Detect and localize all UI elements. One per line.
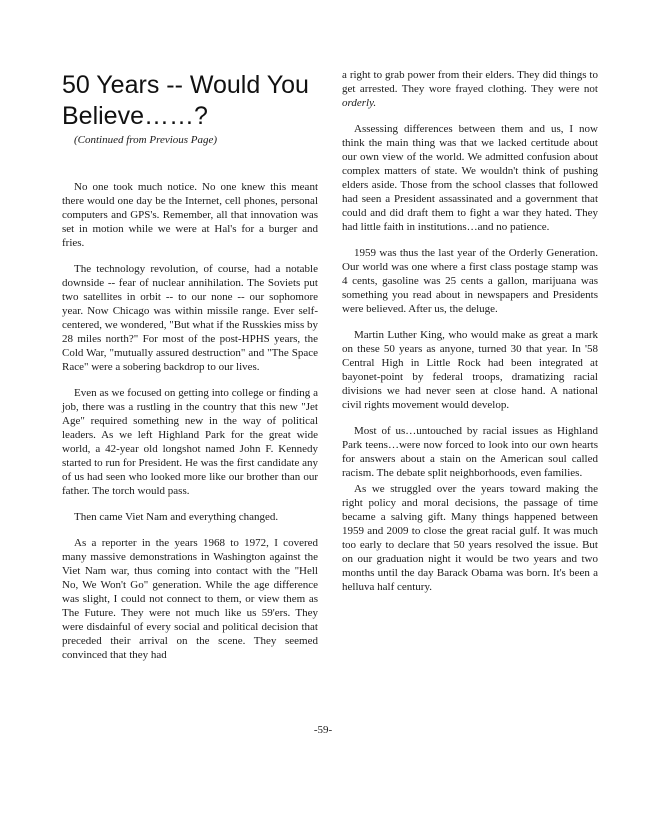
continued-paragraph	[342, 68, 598, 110]
article-title: 50 Years -- Would You Believe……?	[62, 71, 309, 130]
right-column	[342, 68, 598, 606]
page-number: -59-	[313, 724, 333, 736]
paragraph: Even as we focused on getting into college or finding a job, there was a rustling in the country that this new "Jet Age" required something new in the way of political leaders. As we left Highland Park for the great wide world, a 42-year old longshot named John F. Kennedy started to run for President. He was the first candidate any of us had seen who looked more like our brother than our father. The torch would pass.	[62, 387, 318, 497]
paragraph: As a reporter in the years 1968 to 1972, I covered many massive demonstrations in Washington against the Viet Nam war, thus coming into contact with the "Hell No, We Won't Go" generation. While the age difference was slight, I could not connect to them, or view them as The Future. They were not much like us 59'ers. They were disdainful of every social and political decision that preceded their arrival on the scene. They seemed convinced that they had	[62, 537, 318, 661]
paragraph: As we struggled over the years toward making the right policy and moral decisions, the passage of time became a salving gift. Many things happened between 1959 and 2009 to close the great racial gulf. It was much too early to declare that 50 years resolved the issue. But on our graduation night it would be two years and two months until the day Barack Obama was born. It's been a helluva half century.	[342, 483, 598, 593]
paragraph: No one took much notice. No one knew this meant there would one day be the Internet, cell phones, personal computers and GPS's. Remember, all that innovation was set in motion while we were at Hal's for a burger and fries.	[62, 181, 318, 249]
paragraph: Assessing differences between them and us, I now think the main thing was that we lacked certitude about our own view of the world. We admitted confusion about complex matters of state. We wouldn't think of pushing elders aside. Those from the school classes that followed had seen a President assassinated and a government that could and did draft them to fight a war they hated. They had little faith in institutions…and no patience.	[342, 123, 598, 233]
continuation-text: a right to grab power from their elders. They did things to get arrested. They wore frayed clothing. They were not	[342, 69, 598, 95]
emphasis-text: orderly.	[342, 97, 377, 109]
article-subtitle: (Continued from Previous Page)	[74, 134, 218, 146]
left-column	[62, 180, 318, 674]
paragraph: The technology revolution, of course, had a notable downside -- fear of nuclear annihilation. The Soviets put two satellites in orbit -- to our none -- our sophomore year. Now Chicago was within missile range. Ever self-centered, we wondered, "But what if the Russkies miss by 28 miles north?" For most of the post-HPHS years, the Cold War, "mutually assured destruction" and "The Space Race" were a sobering backdrop to our lives.	[62, 263, 318, 373]
paragraph: Then came Viet Nam and everything changed.	[74, 511, 279, 523]
paragraph: Most of us…untouched by racial issues as Highland Park teens…were now forced to look into our own hearts for answers about a stain on the American soul called racism. The debate split neighborhoods, even families.	[342, 425, 598, 479]
paragraph: 1959 was thus the last year of the Orderly Generation. Our world was one where a first class postage stamp was 4 cents, gasoline was 25 cents a gallon, marijuana was something you read about in newspapers and Presidents were believed. After us, the deluge.	[342, 247, 598, 315]
paragraph: Martin Luther King, who would make as great a mark on these 50 years as anyone, turned 30 that year. In '58 Central High in Little Rock had been integrated at bayonet-point by federal troops, dramatizing racial divisions we had never seen at close hand. A national civil rights movement would develop.	[342, 329, 598, 411]
